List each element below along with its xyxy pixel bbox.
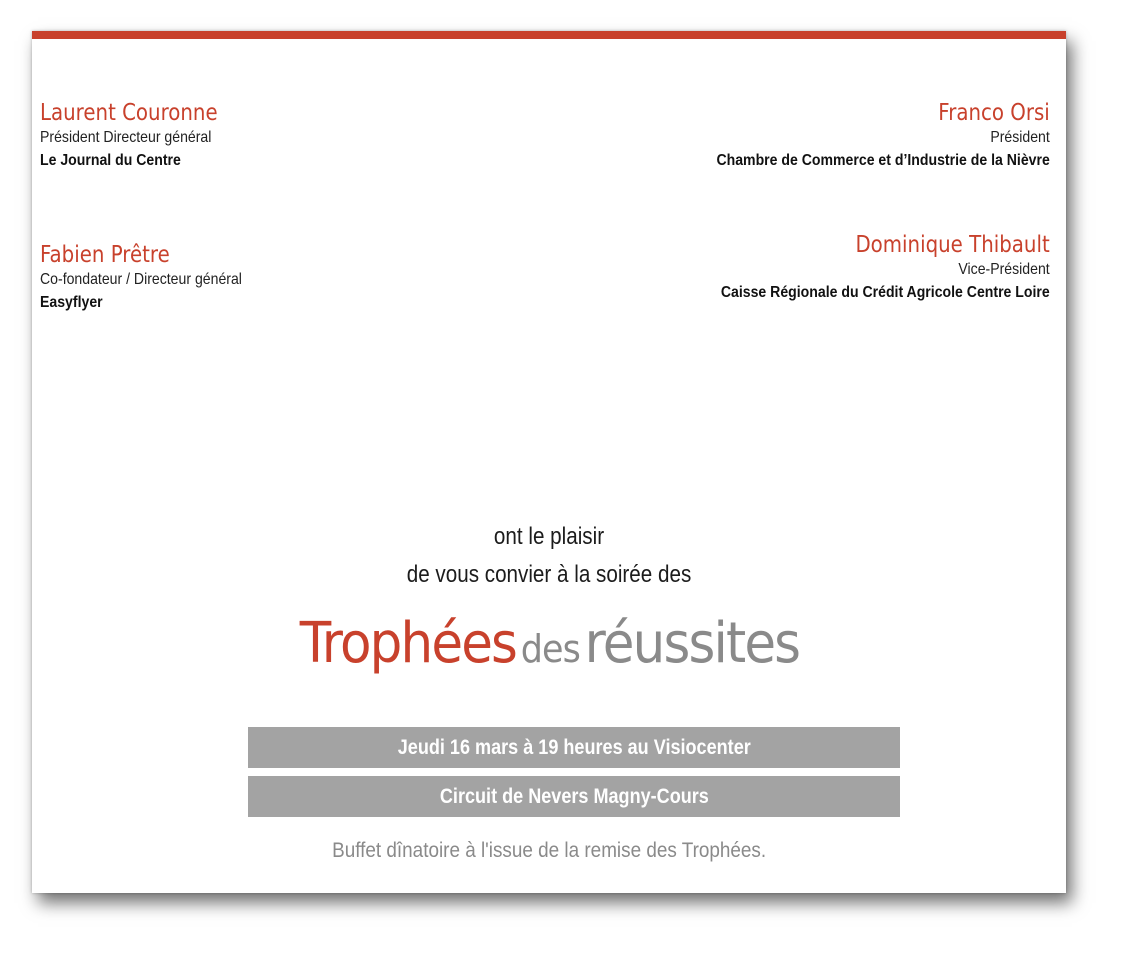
host-role: Président Directeur général: [40, 129, 212, 146]
host-organization: Caisse Régionale du Crédit Agricole Centre Loire: [721, 284, 1050, 301]
host-role: Co-fondateur / Directeur général: [40, 271, 242, 288]
date-band: [248, 727, 900, 768]
event-title-part-3: réussites: [584, 611, 799, 676]
host-laurent-couronne: [40, 99, 247, 173]
accent-bar: [32, 31, 1066, 39]
event-title-part-2: des: [520, 627, 580, 671]
event-title-part-1: Trophées: [299, 611, 516, 676]
host-organization: Easyflyer: [40, 294, 103, 311]
buffet-text: Buffet dînatoire à l'issue de la remise des Trophées.: [331, 839, 766, 862]
venue-text: Circuit de Nevers Magny-Cours: [439, 785, 709, 808]
host-name: Dominique Thibault: [855, 232, 1050, 258]
host-franco-orsi: [671, 99, 1050, 173]
host-name: Franco Orsi: [938, 100, 1050, 126]
host-fabien-pretre: [40, 241, 269, 315]
host-name: Laurent Couronne: [40, 100, 218, 126]
host-name: Fabien Prêtre: [40, 242, 170, 268]
invitation-line-1: ont le plaisir: [493, 523, 605, 550]
host-organization: Le Journal du Centre: [40, 152, 181, 169]
host-dominique-thibault: [676, 231, 1050, 305]
buffet-note: [32, 836, 1066, 866]
host-role: Vice-Président: [958, 261, 1050, 278]
date-text: Jeudi 16 mars à 19 heures au Visiocenter: [397, 736, 751, 759]
venue-band: [248, 776, 900, 817]
host-organization: Chambre de Commerce et d’Industrie de la Nièvre: [716, 152, 1050, 169]
invitation-line-2: de vous convier à la soirée des: [406, 561, 692, 588]
host-role: Président: [990, 129, 1050, 146]
invitation-card: [32, 31, 1066, 893]
event-title: [32, 611, 1066, 676]
